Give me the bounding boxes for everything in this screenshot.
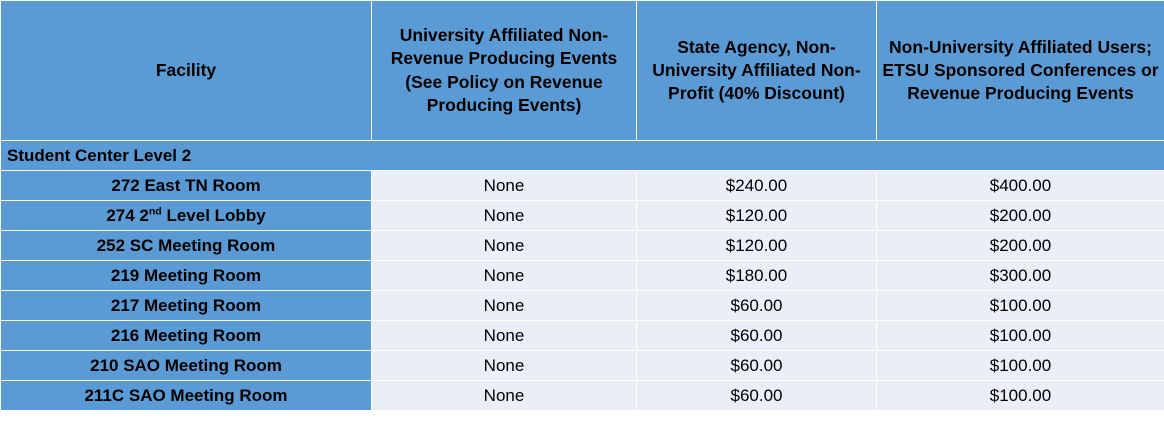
header-row [1,1,1164,141]
facility-name [1,351,372,381]
state-agency-rate: $60.00 [637,291,877,321]
facility-name-tail: Level Lobby [161,205,266,225]
state-agency-rate: $120.00 [637,231,877,261]
bottom-spacer [0,411,1164,425]
section-header-row [1,141,1164,171]
university-rate: None [372,291,637,321]
facility-name-text: 210 SAO Meeting Room [90,355,282,375]
table-row [1,321,1164,351]
non-university-rate: $100.00 [877,291,1164,321]
facility-name-text: 274 2 [106,205,149,225]
facility-name-text: 252 SC Meeting Room [96,235,276,255]
table-row [1,381,1164,411]
non-university-rate: $100.00 [877,381,1164,411]
facility-name-ordinal: nd [148,204,162,217]
section-title: Student Center Level 2 [1,141,1164,171]
state-agency-rate: $120.00 [637,201,877,231]
state-agency-rate: $180.00 [637,261,877,291]
university-rate: None [372,231,637,261]
column-header-state-agency: State Agency, Non-University Affiliated Non-Profit (40% Discount) [637,1,877,141]
facility-name [1,321,372,351]
state-agency-rate: $60.00 [637,321,877,351]
non-university-rate: $200.00 [877,231,1164,261]
table-header [1,1,1164,141]
university-rate: None [372,171,637,201]
table-row [1,261,1164,291]
facility-name-text: 219 Meeting Room [110,265,262,285]
university-rate: None [372,321,637,351]
facility-name [1,171,372,201]
table-row [1,231,1164,261]
table-row [1,351,1164,381]
university-rate: None [372,351,637,381]
facility-name-text: 211C SAO Meeting Room [84,385,288,405]
facility-name-text: 272 East TN Room [111,175,261,195]
table-row [1,291,1164,321]
facility-name [1,381,372,411]
non-university-rate: $100.00 [877,321,1164,351]
facility-name [1,291,372,321]
non-university-rate: $100.00 [877,351,1164,381]
table-body [1,141,1164,411]
column-header-university-affiliated: University Affiliated Non-Revenue Producing Events (See Policy on Revenue Producing Events) [372,1,637,141]
university-rate: None [372,381,637,411]
column-header-non-university: Non-University Affiliated Users; ETSU Sponsored Conferences or Revenue Producing Events [877,1,1164,141]
table-row [1,171,1164,201]
facility-name-text: 216 Meeting Room [110,325,262,345]
non-university-rate: $400.00 [877,171,1164,201]
facility-name [1,231,372,261]
facility-name [1,201,372,231]
non-university-rate: $300.00 [877,261,1164,291]
facility-name-text: 217 Meeting Room [110,295,262,315]
university-rate: None [372,261,637,291]
column-header-facility: Facility [1,1,372,141]
state-agency-rate: $240.00 [637,171,877,201]
facility-name [1,261,372,291]
state-agency-rate: $60.00 [637,381,877,411]
table-row [1,201,1164,231]
non-university-rate: $200.00 [877,201,1164,231]
university-rate: None [372,201,637,231]
state-agency-rate: $60.00 [637,351,877,381]
